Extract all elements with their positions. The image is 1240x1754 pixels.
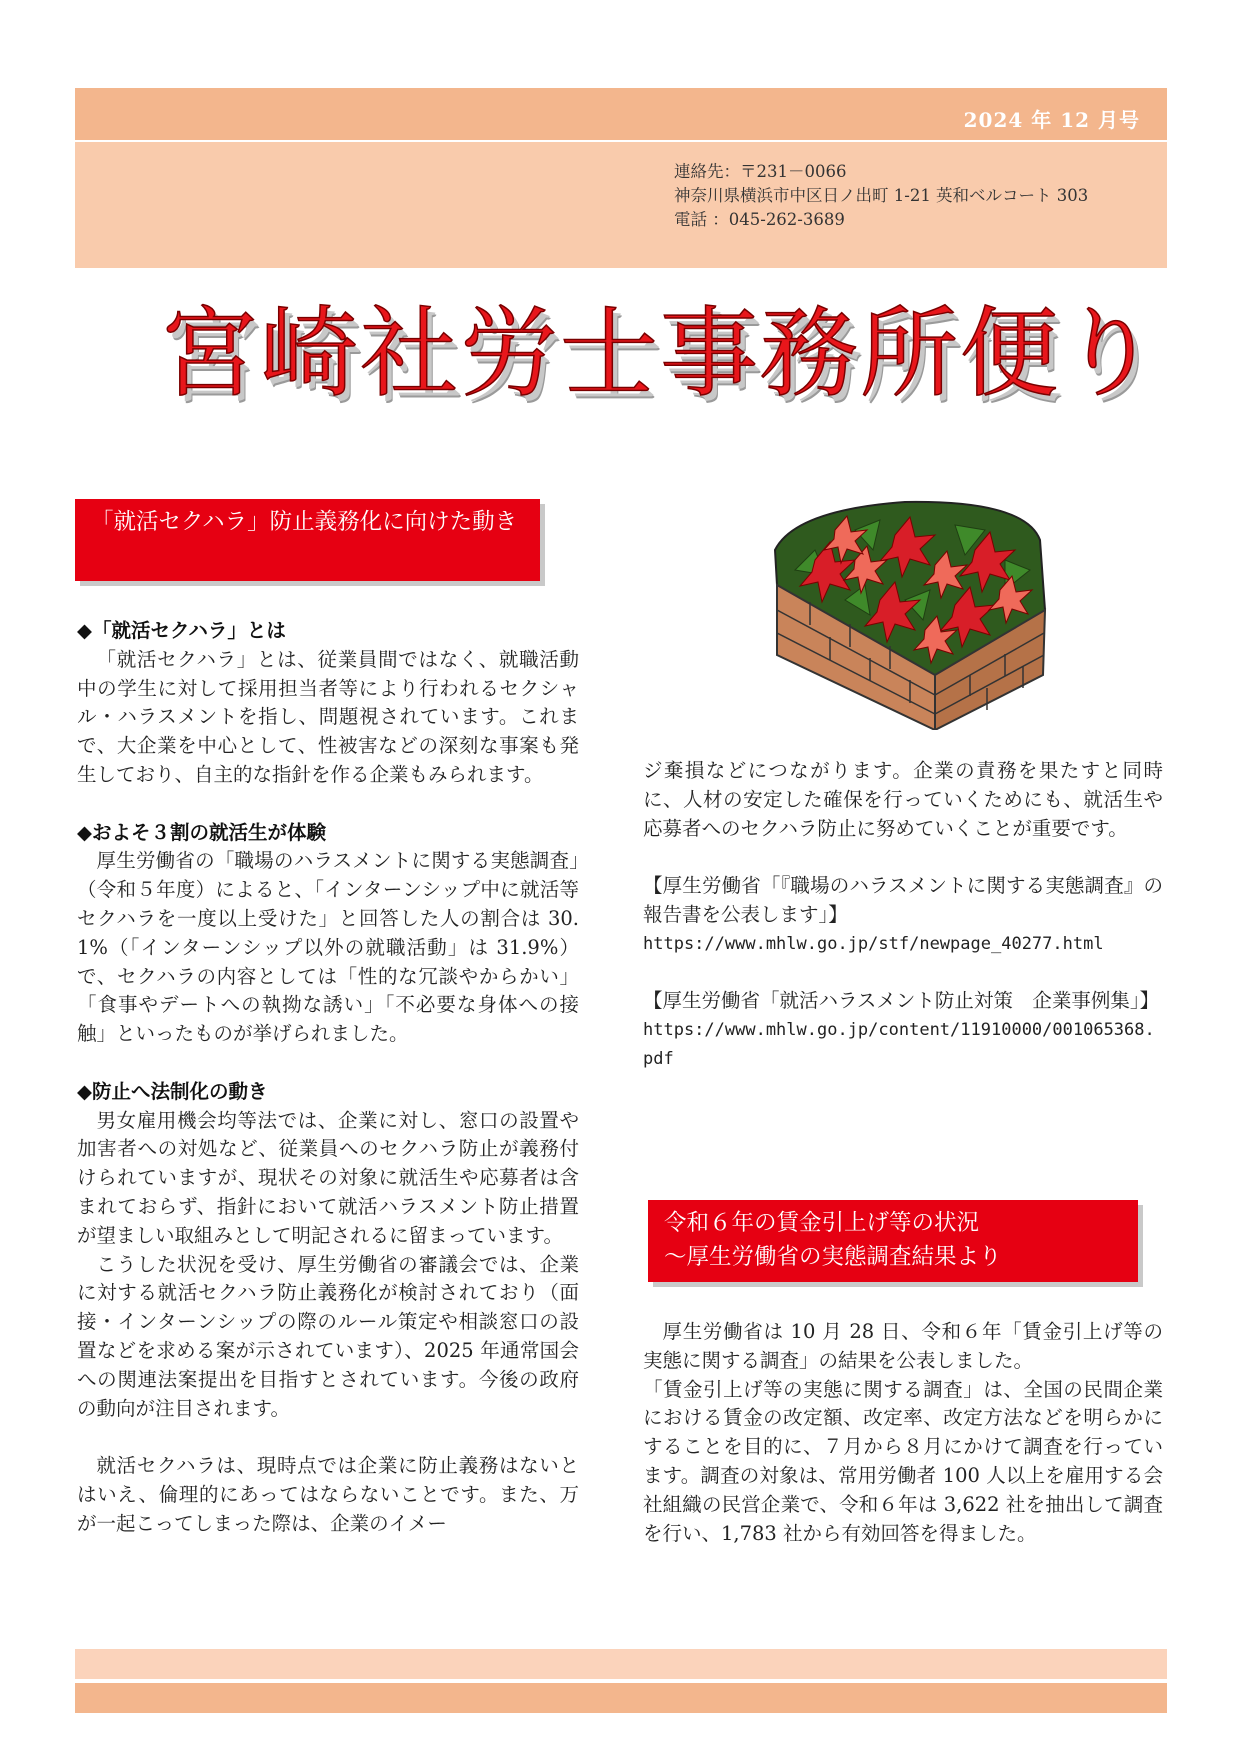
contact-phone: 電話 ：045-262-3689 [674, 210, 845, 229]
article1-banner: 「就活セクハラ」防止義務化に向けた動き [75, 499, 540, 581]
footer-bar-dark [75, 1683, 1167, 1713]
article1-right-column [643, 757, 1163, 1074]
newsletter-title: 宮崎社労士事務所便り [160, 297, 1161, 411]
section-heading: ◆防止へ法制化の動き [77, 1079, 268, 1103]
section-heading: ◆およそ３割の就活生が体験 [77, 820, 326, 844]
paragraph-continued: ジ棄損などにつながります。企業の責務を果たすと同時に、人材の安定した確保を行っていくためにも、就活生や応募者へのセクハラ防止に努めていくことが重要です。 [643, 759, 1163, 840]
paragraph: 「賃金引上げ等の実態に関する調査」は、全国の民間企業における賃金の改定額、改定率、改定方法などを明らかにすることを目的に、７月から８月にかけて調査を行っています。調査の対象は、常用労働者 100 人以上を雇用する会社組織の民営企業で、令和６年は 3,622 社を抽出して調査を行い、1,783 社から有効回答を得ました。 [643, 1377, 1163, 1545]
issue-date: 2024 年 12 月号 [963, 108, 1140, 132]
reference-link[interactable]: https://www.mhlw.go.jp/stf/newpage_40277.html [643, 933, 1104, 954]
contact-address: 神奈川県横浜市中区日ノ出町 1-21 英和ベルコート 303 [674, 186, 1089, 205]
reference-title: 【厚生労働省「就活ハラスメント防止対策 企業事例集」】 [643, 989, 1160, 1013]
section-heading: ◆「就活セクハラ」とは [77, 619, 286, 642]
article2-banner-line1: 令和６年の賃金引上げ等の状況 [664, 1210, 980, 1236]
article1-left-column [77, 617, 579, 1539]
article2-banner-line2: ～厚生労働省の実態調査結果より [664, 1244, 1002, 1270]
reference-title: 【厚生労働省「『職場のハラスメントに関する実態調査』の報告書を公表します」】 [643, 874, 1163, 926]
paragraph: 「就活セクハラ」とは、従業員間ではなく、就職活動中の学生に対して採用担当者等により行われるセクシャル・ハラスメントを指し、問題視されています。これまで、大企業を中心として、性被害などの深刻な事案も発生しており、自主的な指針を作る企業もみられます。 [77, 647, 579, 786]
article2-body [643, 1318, 1163, 1548]
poinsettia-planter-icon [755, 490, 1055, 730]
paragraph: こうした状況を受け、厚生労働省の審議会では、企業に対する就活セクハラ防止義務化が検討されており（面接・インターンシップの際のルール策定や相談窓口の設置などを求める案が示されています）、2025 年通常国会への関連法案提出を目指すとされています。今後の政府の動向が注目されます。 [77, 1252, 579, 1420]
footer-bar-light [75, 1649, 1167, 1679]
paragraph: 就活セクハラは、現時点では企業に防止義務はないとはいえ、倫理的にあってはならないことです。また、万が一起こってしまった際は、企業のイメー [77, 1454, 579, 1535]
paragraph: 男女雇用機会均等法では、企業に対し、窓口の設置や加害者への対処など、従業員へのセクハラ防止が義務付けられていますが、現状その対象に就活生や応募者は含まれておらず、指針において就活ハラスメント防止措置が望ましい取組みとして明記されるに留まっています。 [77, 1108, 579, 1247]
reference-link[interactable]: https://www.mhlw.go.jp/content/11910000/001065368.pdf [643, 1020, 1155, 1069]
paragraph: 厚生労働省の「職場のハラスメントに関する実態調査」（令和５年度）によると、「インターンシップ中に就活等セクハラを一度以上受けた」と回答した人の割合は 30.1%（「インターンシップ以外の就職活動」は 31.9%）で、セクハラの内容としては「性的な冗談やからかい」「食事やデートへの執拗な誘い」「不必要な身体への接触」といったものが挙げられました。 [77, 849, 579, 1046]
paragraph: 厚生労働省は 10 月 28 日、令和６年「賃金引上げ等の実態に関する調査」の結果を公表しました。 [643, 1320, 1163, 1372]
article2-banner [648, 1200, 1138, 1282]
contact-address-label: 連絡先：〒231－0066 [674, 162, 847, 181]
